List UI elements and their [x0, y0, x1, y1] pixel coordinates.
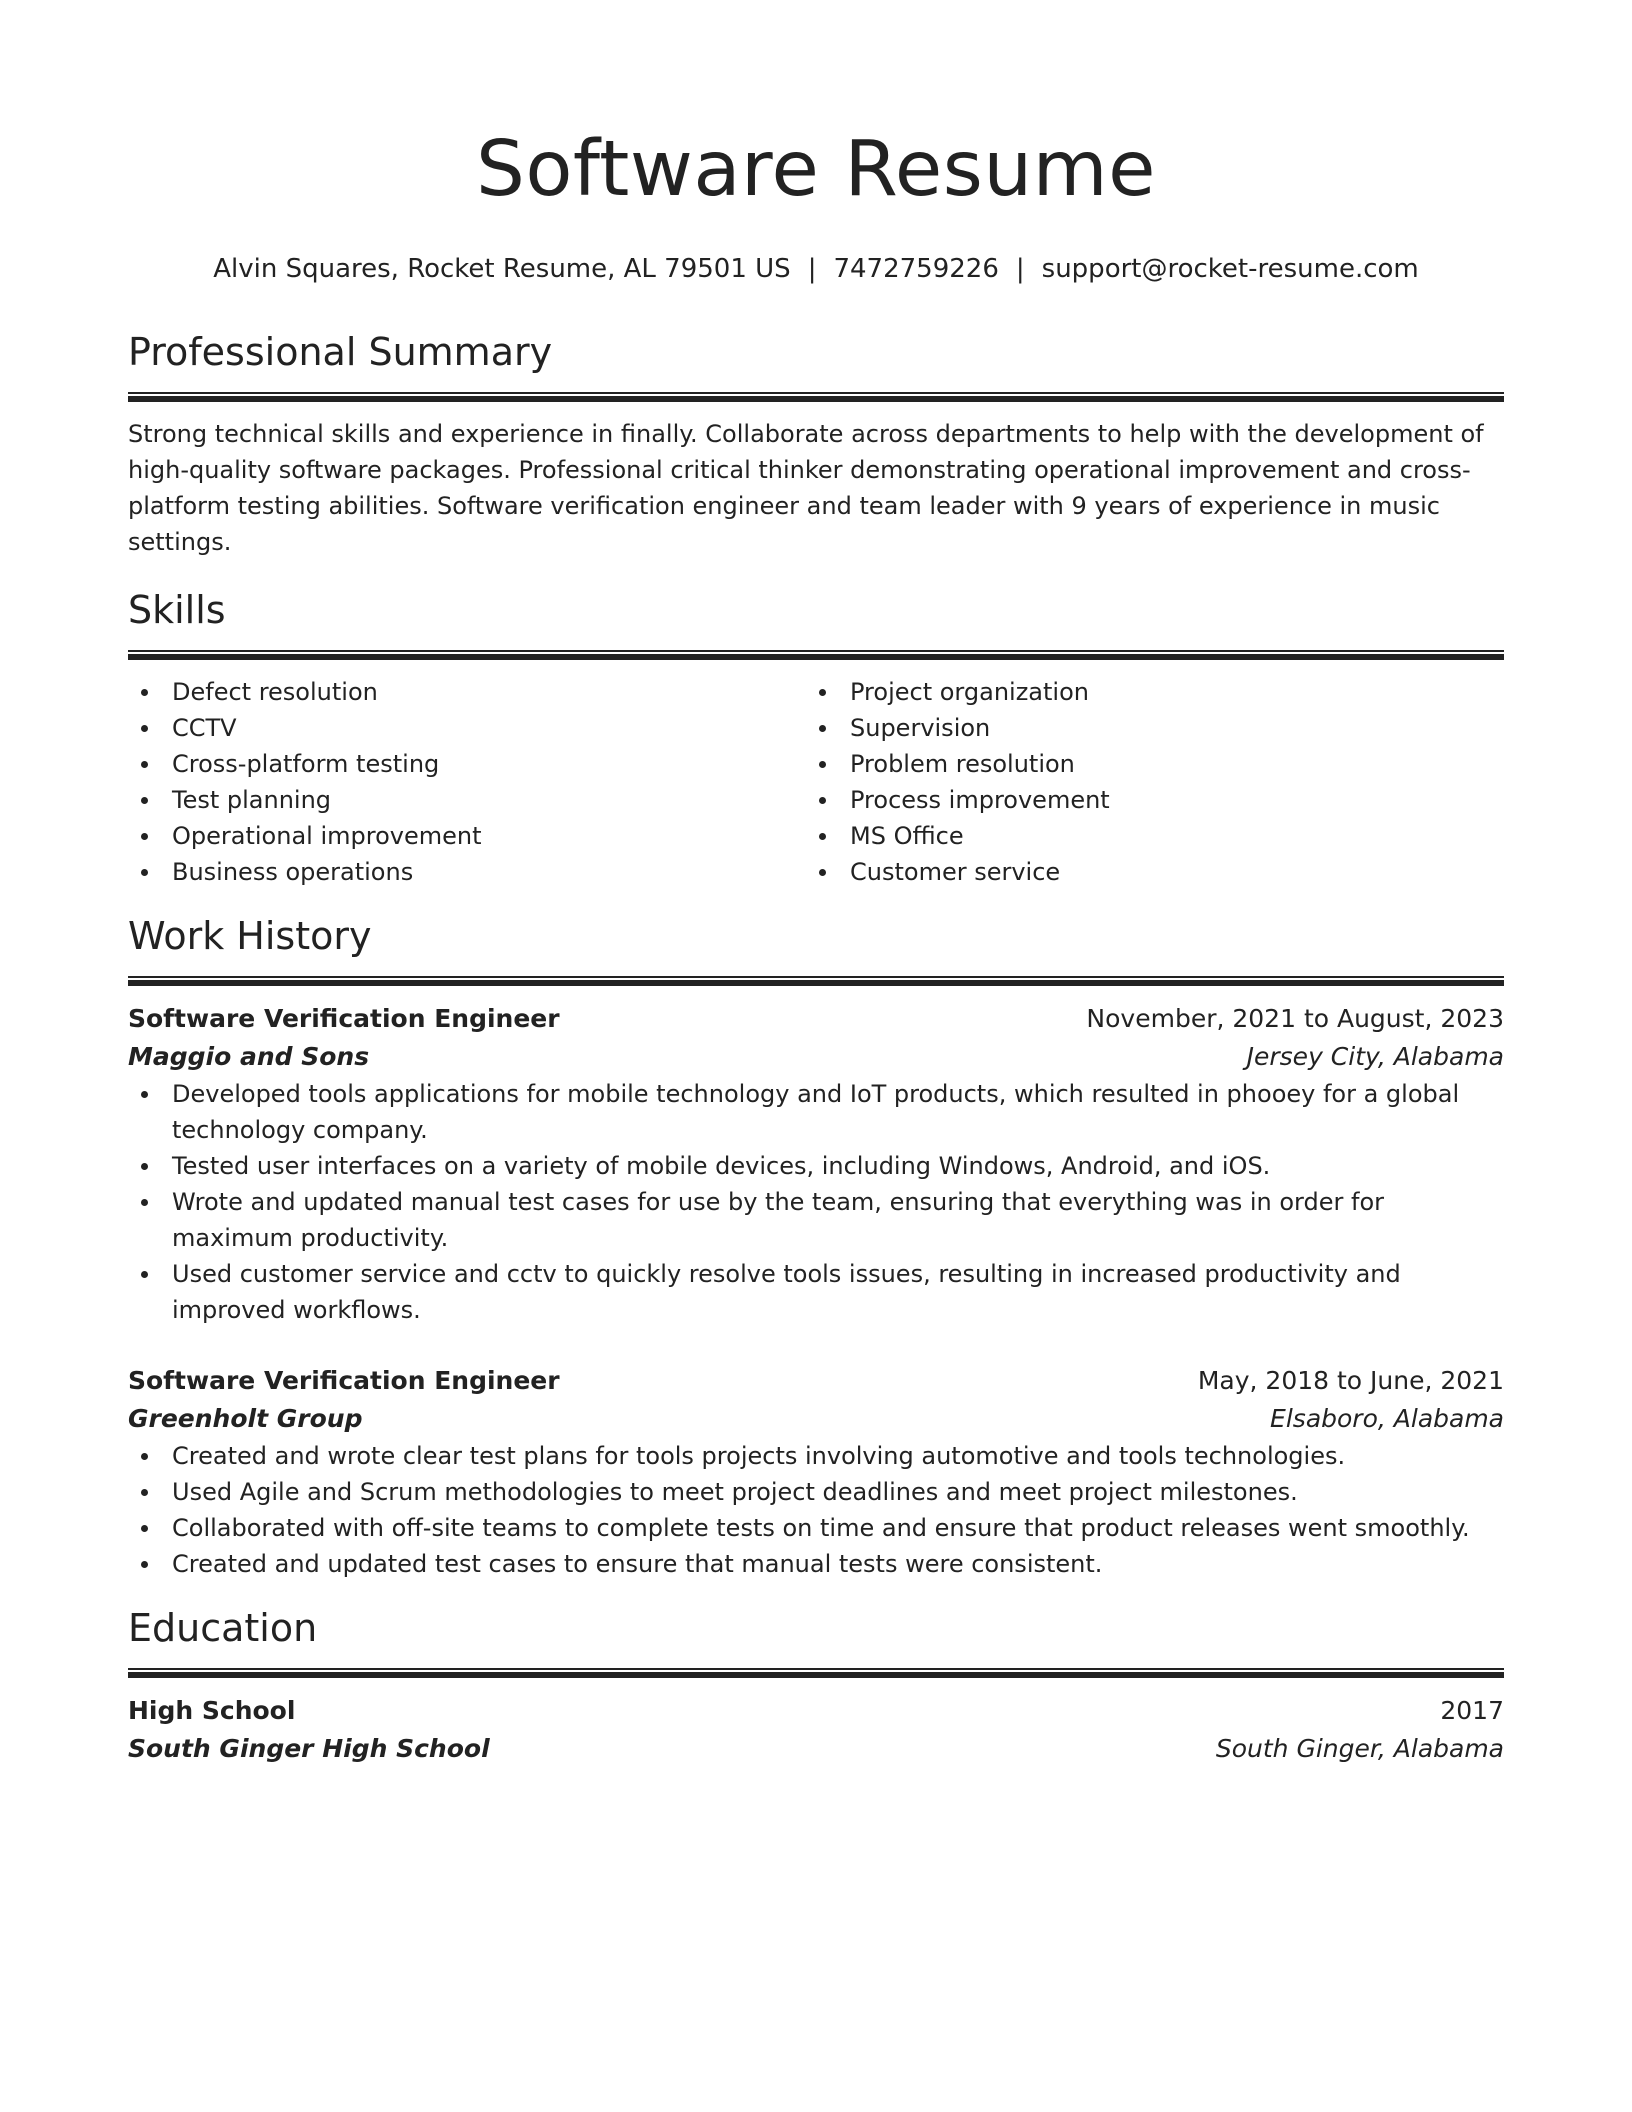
education-school-row [128, 1730, 1504, 1768]
job-title: Software Verification Engineer [128, 1004, 560, 1033]
job-entry [128, 1000, 1504, 1328]
job-entry [128, 1362, 1504, 1582]
contact-address: Alvin Squares, Rocket Resume, AL 79501 US [213, 254, 791, 284]
job-bullet: Created and updated test cases to ensure that manual tests were consistent. [128, 1546, 1504, 1582]
job-dates: November, 2021 to August, 2023 [1086, 1004, 1504, 1033]
summary-text: Strong technical skills and experience in finally. Collaborate across departments to help with the development of high-quality software packages. Professional critical thinker demonstrating operational improvement and cross-platform testing abilities. Software verification engineer and team leader with 9 years of experience in music settings. [128, 420, 1484, 556]
education-entry [128, 1692, 1504, 1768]
section-divider [128, 976, 1504, 986]
job-company: Maggio and Sons [128, 1042, 370, 1071]
skill-item: Process improvement [806, 782, 1504, 818]
skill-item: MS Office [806, 818, 1504, 854]
skill-item: Operational improvement [128, 818, 806, 854]
section-divider [128, 1668, 1504, 1678]
section-divider [128, 392, 1504, 402]
skill-item: Supervision [806, 710, 1504, 746]
education-header-row [128, 1692, 1504, 1730]
job-header-row [128, 1000, 1504, 1038]
skills-columns [128, 674, 1504, 890]
contact-phone: 7472759226 [833, 254, 999, 284]
job-company-row [128, 1400, 1504, 1438]
contact-separator: | [1015, 254, 1025, 284]
job-title: Software Verification Engineer [128, 1366, 560, 1395]
contact-email: support@rocket-resume.com [1041, 254, 1419, 284]
skills-list-left [128, 674, 806, 890]
job-bullets [128, 1076, 1504, 1328]
job-bullets [128, 1438, 1504, 1582]
skill-item: Problem resolution [806, 746, 1504, 782]
skills-heading: Skills [128, 588, 226, 632]
education-year: 2017 [1440, 1696, 1504, 1725]
section-divider [128, 650, 1504, 660]
job-bullet: Tested user interfaces on a variety of mobile devices, including Windows, Android, and iOS. [128, 1148, 1504, 1184]
skill-item: Business operations [128, 854, 806, 890]
job-bullet: Wrote and updated manual test cases for use by the team, ensuring that everything was in order for maximum productivity. [128, 1184, 1504, 1256]
job-location: Jersey City, Alabama [1246, 1042, 1504, 1071]
skills-list-right [806, 674, 1504, 890]
skill-item: Customer service [806, 854, 1504, 890]
skill-item: CCTV [128, 710, 806, 746]
contact-separator: | [807, 254, 817, 284]
job-bullet: Developed tools applications for mobile technology and IoT products, which resulted in phooey for a global technology company. [128, 1076, 1504, 1148]
job-location: Elsaboro, Alabama [1270, 1404, 1504, 1433]
skills-section [128, 586, 1504, 890]
job-bullet: Used customer service and cctv to quickly resolve tools issues, resulting in increased productivity and improved workflows. [128, 1256, 1504, 1328]
skill-item: Project organization [806, 674, 1504, 710]
education-degree: High School [128, 1696, 296, 1725]
education-heading: Education [128, 1606, 318, 1650]
job-header-row [128, 1362, 1504, 1400]
education-school: South Ginger High School [128, 1734, 490, 1763]
job-company-row [128, 1038, 1504, 1076]
job-bullet: Created and wrote clear test plans for tools projects involving automotive and tools technologies. [128, 1438, 1504, 1474]
summary-section [128, 328, 1504, 560]
job-dates: May, 2018 to June, 2021 [1197, 1366, 1504, 1395]
work-history-heading: Work History [128, 914, 372, 958]
skill-item: Defect resolution [128, 674, 806, 710]
education-section [128, 1604, 1504, 1768]
skill-item: Test planning [128, 782, 806, 818]
resume-title: Software Resume [475, 125, 1157, 214]
contact-line [128, 252, 1504, 286]
skill-item: Cross-platform testing [128, 746, 806, 782]
summary-heading: Professional Summary [128, 330, 553, 374]
resume-page [128, 0, 1504, 1768]
work-history-section [128, 912, 1504, 1582]
job-bullet: Collaborated with off-site teams to complete tests on time and ensure that product releases went smoothly. [128, 1510, 1504, 1546]
job-bullet: Used Agile and Scrum methodologies to meet project deadlines and meet project milestones. [128, 1474, 1504, 1510]
education-location: South Ginger, Alabama [1215, 1734, 1504, 1763]
job-company: Greenholt Group [128, 1404, 363, 1433]
